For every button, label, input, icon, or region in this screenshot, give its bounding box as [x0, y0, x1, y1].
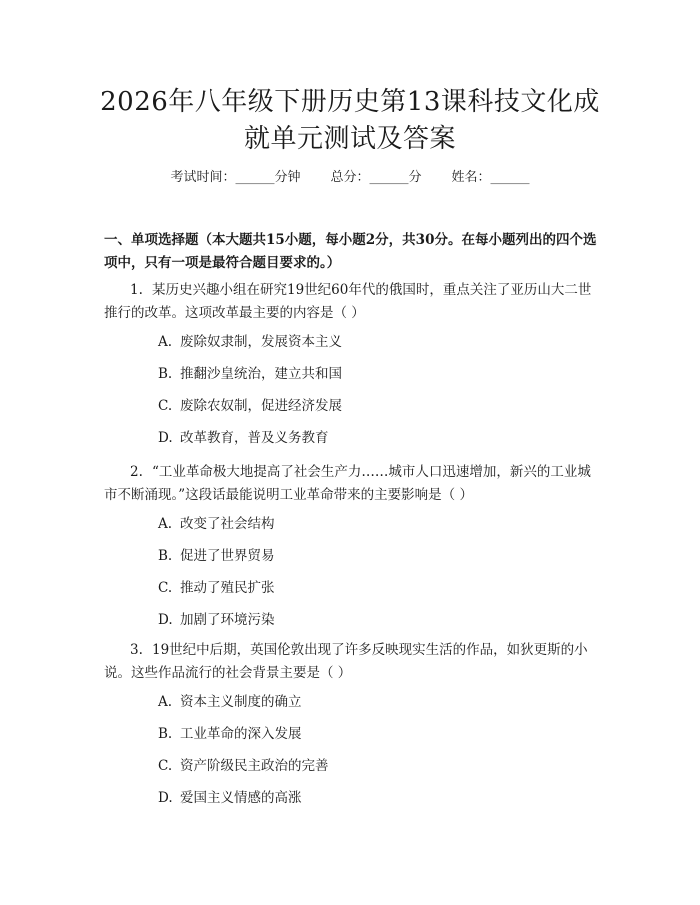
question-2-option-a: [158, 513, 598, 535]
question-text: 19世纪中后期，英国伦敦出现了许多反映现实生活的作品，如狄更斯的小说。这些作品流行的社会背景主要是（ ）: [104, 642, 588, 681]
option-letter: D.: [158, 790, 173, 806]
section-heading: 一、单项选择题（本大题共15小题，每小题2分，共30分。在每小题列出的四个选项中，只有一项是最符合题目要求的。）: [104, 232, 597, 271]
option-letter: C.: [158, 398, 173, 414]
option-letter: B.: [158, 726, 173, 742]
question-3-option-c: [158, 755, 598, 777]
option-letter: B.: [158, 548, 173, 564]
question-text: “工业革命极大地提高了社会生产力……城市人口迅速增加，新兴的工业城市不断涌现。”这段话最能说明工业革命带来的主要影响是（ ）: [104, 464, 591, 503]
option-text: 促进了世界贸易: [180, 548, 275, 564]
option-letter: A.: [158, 694, 173, 710]
option-text: 推动了殖民扩张: [180, 580, 275, 596]
question-text: 某历史兴趣小组在研究19世纪60年代的俄国时，重点关注了亚历山大二世推行的改革。这项改革最主要的内容是（ ）: [104, 282, 592, 321]
student-name-field: 姓名：______: [451, 170, 530, 185]
option-letter: D.: [158, 430, 173, 446]
option-text: 加剧了环境污染: [180, 612, 275, 628]
question-3-option-a: [158, 691, 598, 713]
option-text: 废除奴隶制，发展资本主义: [180, 334, 342, 350]
question-3-option-b: [158, 723, 598, 745]
option-text: 推翻沙皇统治，建立共和国: [180, 366, 342, 382]
option-text: 工业革命的深入发展: [180, 726, 302, 742]
exam-time-field: 考试时间：______分钟: [170, 170, 301, 185]
question-number: 3.: [130, 642, 143, 658]
option-letter: D.: [158, 612, 173, 628]
option-letter: B.: [158, 366, 173, 382]
option-letter: C.: [158, 580, 173, 596]
option-letter: C.: [158, 758, 173, 774]
question-1-option-b: [158, 363, 598, 385]
page-title-line-1: 2026年八年级下册历史第13课科技文化成: [100, 87, 600, 117]
option-letter: A.: [158, 334, 173, 350]
question-1-option-a: [158, 331, 598, 353]
page-title-line-2: 就单元测试及答案: [243, 124, 456, 154]
option-letter: A.: [158, 516, 173, 532]
question-3: [104, 639, 604, 685]
option-text: 废除农奴制，促进经济发展: [180, 398, 342, 414]
question-2-option-c: [158, 577, 598, 599]
option-text: 爱国主义情感的高涨: [180, 790, 302, 806]
option-text: 改革教育，普及义务教育: [180, 430, 329, 446]
option-text: 资本主义制度的确立: [180, 694, 302, 710]
question-number: 1.: [130, 282, 143, 298]
question-number: 2.: [130, 464, 143, 480]
question-3-option-d: [158, 787, 598, 809]
question-1-option-c: [158, 395, 598, 417]
total-score-field: 总分：______分: [330, 170, 422, 185]
option-text: 改变了社会结构: [180, 516, 275, 532]
question-2-option-d: [158, 609, 598, 631]
option-text: 资产阶级民主政治的完善: [180, 758, 329, 774]
question-2: [104, 461, 604, 507]
exam-meta: [0, 168, 700, 188]
question-1: [104, 279, 604, 325]
question-2-option-b: [158, 545, 598, 567]
question-1-option-d: [158, 427, 598, 449]
